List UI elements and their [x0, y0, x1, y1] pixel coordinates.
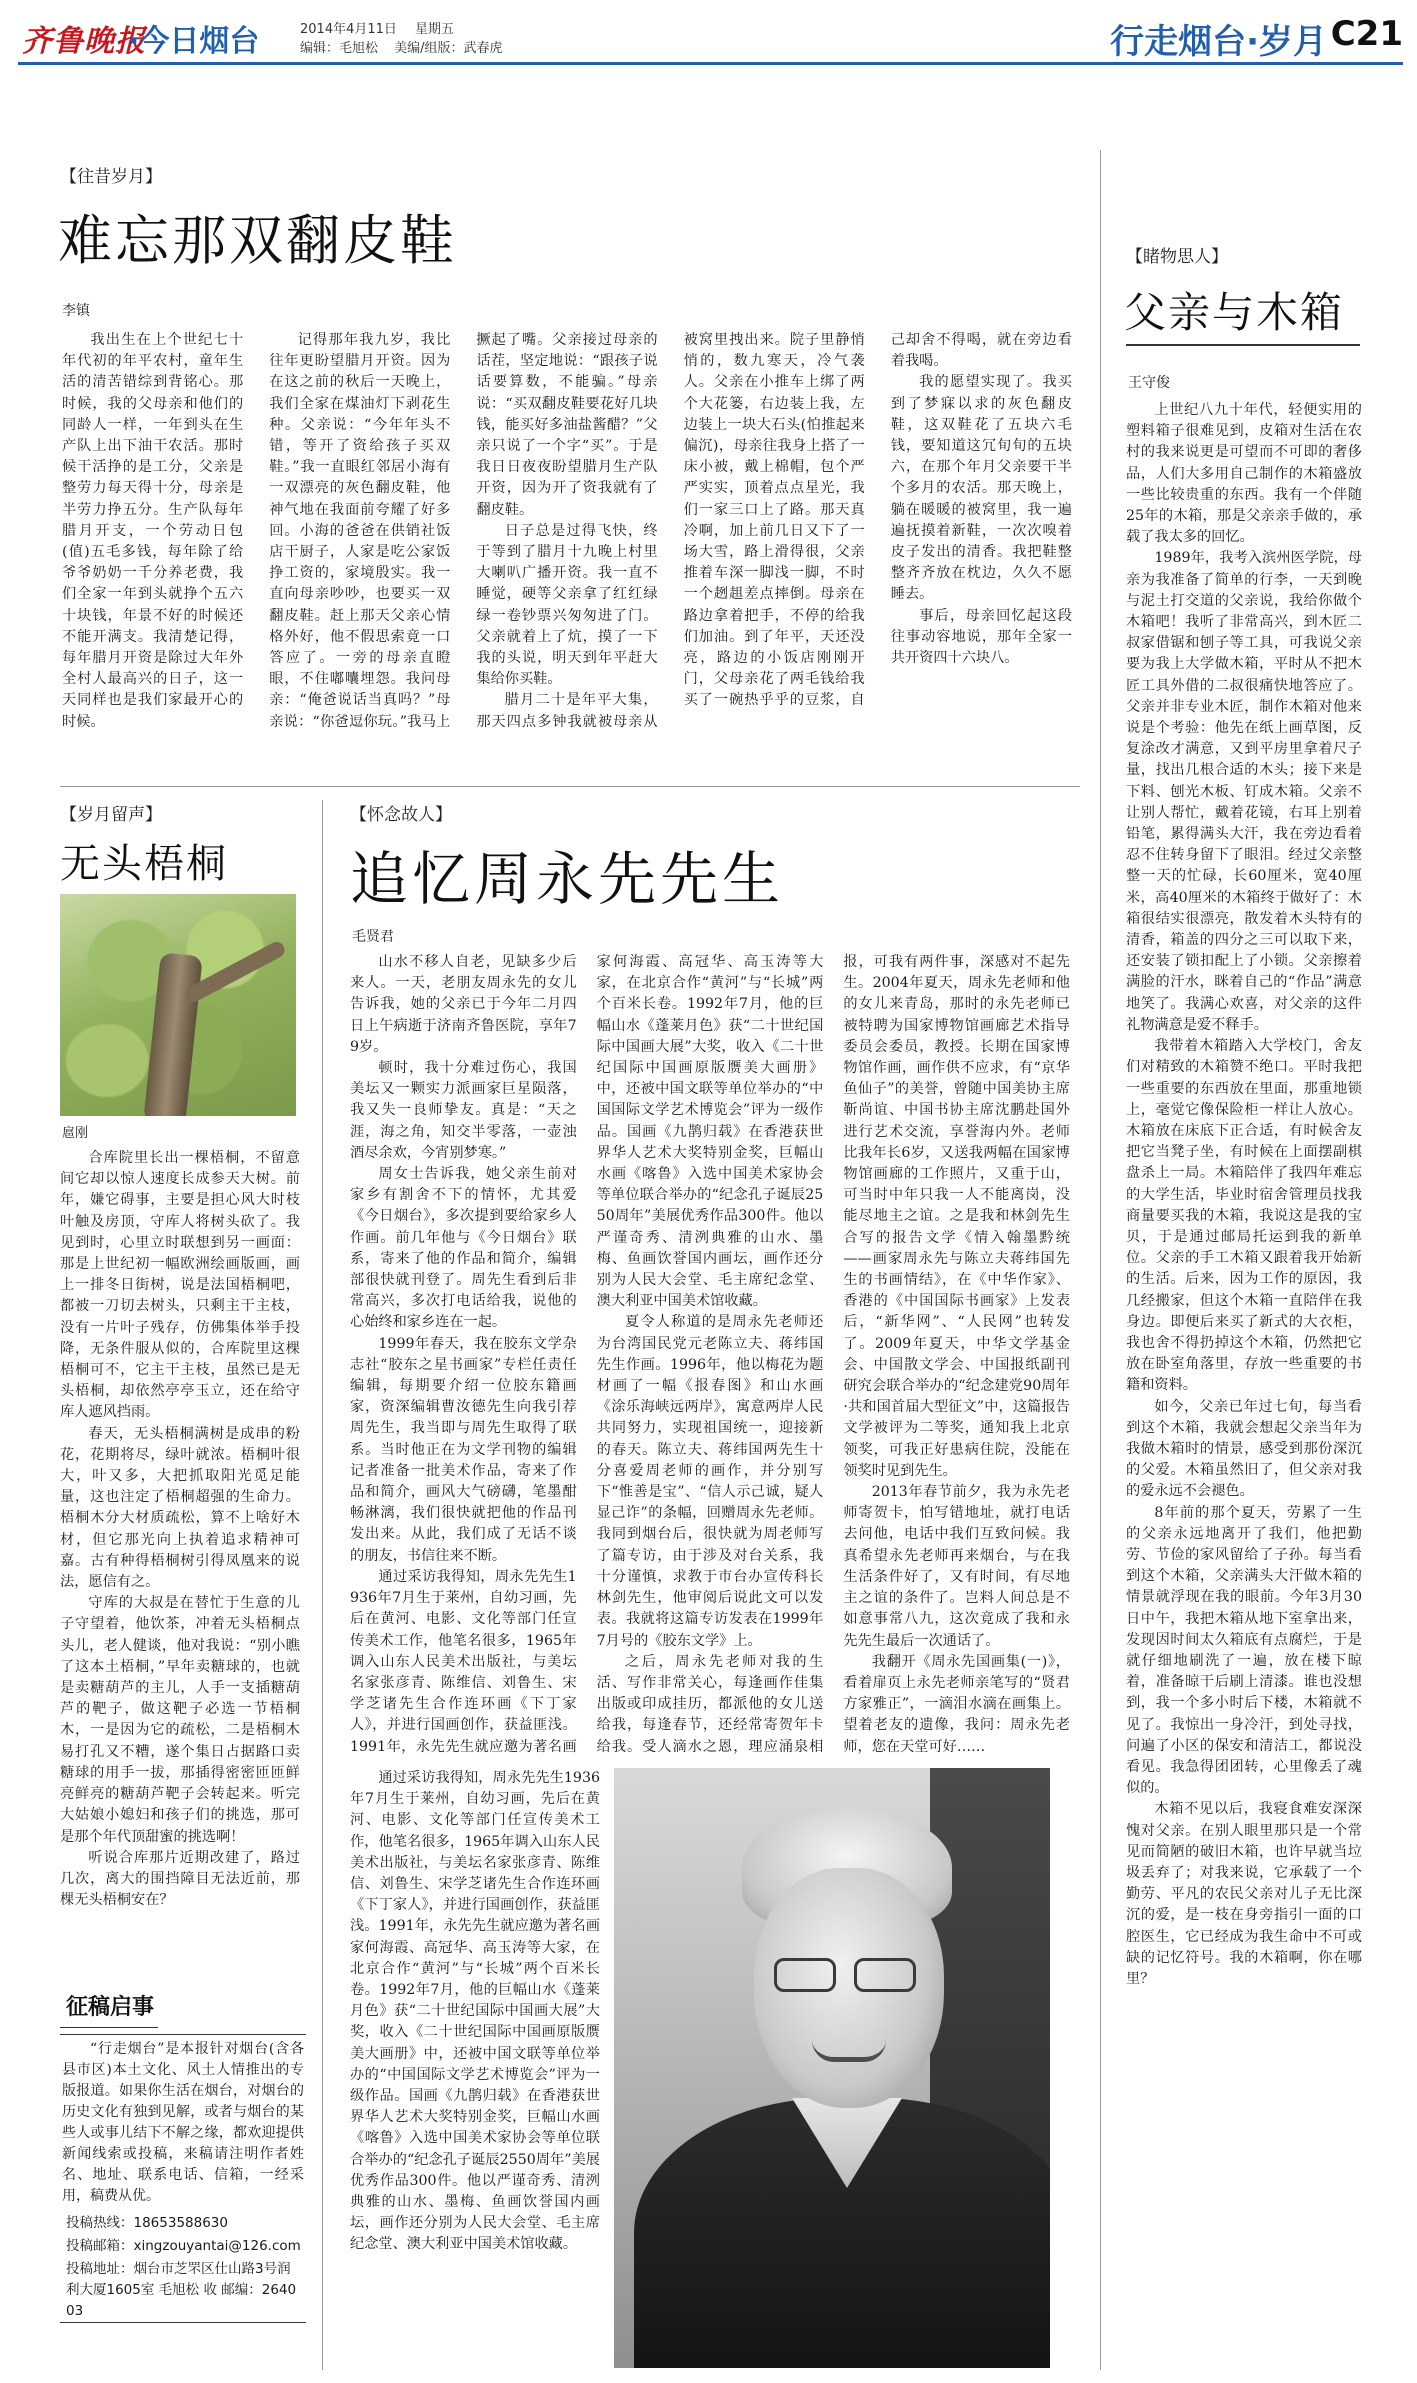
masthead-divider [18, 62, 1403, 65]
edition-name: ·今日烟台 [128, 24, 260, 59]
issue-weekday: 星期五 [415, 22, 455, 37]
column-divider [322, 800, 323, 2370]
article4-paragraph: 通过采访我得知，周永先先生1936年7月生于莱州，自幼习画，先后在黄河、电影、文化等部门任宣传美术工作，他笔名很多，1965年调入山东人民美术出版社，与美坛名家张彦青、陈维信、刘鲁生、宋学芝诸先生合作连环画《下丁家人》，并进行国画创作，获益匪浅。1991年，永先先生就应邀为著名画家何海霞、高冠华、高玉涛等大家，在北京合作“黄河”与“长城”两个百米长卷。1992年7月，他的巨幅山水《蓬莱月色》获“二十世纪国际中国画大展”大奖，收入《二十世纪国际中国画原版赝美大画册》中，还被中国文联等单位举办的“中国国际文学艺术博览会”评为一级作品。国画《九鹊归载》在香港获世界华人艺术大奖特别金奖，巨幅山水画《喀鲁》入选中国美术家协会等单位联合举办的“纪念孔子诞辰2550周年”美展优秀作品300件。他以严谨奇秀、清洌典雅的山水、墨梅、鱼画饮誉国内画坛，画作还分别为人民大会堂、毛主席纪念堂、澳大利亚中国美术馆收藏。 [350, 954, 824, 1755]
article2-column-tag: 【睹物思人】 [1126, 247, 1228, 267]
tree-photo [60, 894, 296, 1116]
portrait-glasses-right [854, 1958, 916, 1992]
article4-body [350, 952, 1070, 1762]
article3-photo-credit: 扈刚 [62, 1126, 89, 1141]
article2-paragraph: 1989年，我考入滨州医学院，母亲为我准备了简单的行李，一天到晚与泥土打交道的父亲说，我给你做个木箱吧！我听了非常高兴，到木匠二叔家借锯和刨子等工具，可我说父亲要为我上大学做木箱，平时从不把木匠工具外借的二叔很痛快地答应了。父亲并非专业木匠，制作木箱对他来说是个考验：他先在纸上画草图，反复涂改才满意，又到平房里拿着尺子量，找出几根合适的木头；接下来是下料、刨光木板、钉成木箱。父亲不让别人帮忙，戴着花镜，右耳上别着铅笔，累得满头大汗，我在旁边看着忍不住转身留下了眼泪。经过父亲整整一天的忙碌，长60厘米，宽40厘米，高40厘米的木箱终于做好了：木箱很结实很漂亮，散发着木头特有的清香，箱盖的四分之三可以取下来，还安装了锁扣配上了小锁。父亲擦着满脸的汗水，眯着自己的“作品”满意地笑了。我满心欢喜，对父亲的这件礼物满意是爱不释手。 [1126, 550, 1362, 1033]
article4-headline: 追忆周永先先生 [350, 845, 785, 913]
article1-paragraph: 记得那年我九岁，我比往年更盼望腊月开资。因为在这之前的秋后一天晚上，我们全家在煤油灯下剥花生种。父亲说：“今年年头不错，等开了资给孩子买双鞋。”我一直眼红邻居小海有一双漂亮的灰色翻皮鞋，他神气地在我面前夸耀了好多回。小海的爸爸在供销社饭店干厨子，人家是吃公家饭挣工资的，家境殷实。我一直向母亲吵吵，也要买一双翻皮鞋。赶上那天父亲心情格外好，他不假思索竟一口答应了。一旁的母亲直瞪眼，不住嘟囔埋怨。我问母亲：“俺爸说话当真吗？”母亲说：“你爸逗你玩。”我马上撅起了嘴。父亲接过母亲的话茬，坚定地说：“跟孩子说话要算数，不能骗。”母亲说：“买双翻皮鞋要花好几块钱，能买好多油盐酱醋？”父亲只说了一个字“买”。于是我日日夜夜盼望腊月生产队开资，因为开了资我就有了翻皮鞋。 [269, 332, 658, 730]
notice-email: 投稿邮箱：xingzouyantai@126.com [66, 2238, 301, 2254]
article4-column-tag: 【怀念故人】 [350, 805, 452, 825]
article1-paragraph: 事后，母亲回忆起这段往事动容地说，那年全家一共开资四十六块八。 [890, 607, 1072, 667]
section-divider [60, 786, 1080, 787]
article4-paragraph: 通过采访我得知，周永先先生1936年7月生于莱州，自幼习画，先后在黄河、电影、文化等部门任宣传美术工作，他笔名很多，1965年调入山东人民美术出版社，与美坛名家张彦青、陈维信、刘鲁生、宋学芝诸先生合作连环画《下丁家人》，并进行国画创作，获益匪浅。1991年，永先先生就应邀为著名画家何海霞、高冠华、高玉涛等大家，在北京合作“黄河”与“长城”两个百米长卷。1992年7月，他的巨幅山水《蓬莱月色》获“二十世纪国际中国画大展”大奖，收入《二十世纪国际中国画原版赝美大画册》中，还被中国文联等单位举办的“中国国际文学艺术博览会”评为一级作品。国画《九鹊归载》在香港获世界华人艺术大奖特别金奖，巨幅山水画《喀鲁》入选中国美术家协会等单位联合举办的“纪念孔子诞辰2550周年”美展优秀作品300件。他以严谨奇秀、清洌典雅的山水、墨梅、鱼画饮誉国内画坛，画作还分别为人民大会堂、毛主席纪念堂、澳大利亚中国美术馆收藏。 [350, 1770, 600, 2253]
article2-body [1126, 400, 1362, 2360]
article1-byline: 李镇 [62, 303, 90, 319]
masthead [0, 0, 1417, 62]
issue-date: 2014年4月11日 [300, 22, 397, 37]
notice-hotline: 投稿热线：18653588630 [66, 2215, 228, 2231]
newspaper-logo: 齐鲁晚报 [22, 24, 146, 59]
article2-byline: 王守俊 [1128, 375, 1170, 391]
article2-paragraph: 8年前的那个夏天，劳累了一生的父亲永远地离开了我们，他把勤劳、节俭的家风留给了子孙。每当看到这个木箱，父亲满头大汗做木箱的情景就浮现在我的眼前。今年3月30日中午，我把木箱从地下室拿出来，发现因时间太久箱底有点腐烂，于是就仔细地刷洗了一遍，放在楼下晾着，准备晾干后刷上清漆。谁也没想到，我一个多小时后下楼，木箱就不见了。我惊出一身冷汗，到处寻找，问遍了小区的保安和清洁工，都说没看见。我急得团团转，心里像丢了魂似的。 [1126, 1504, 1362, 1797]
article3-body [60, 1148, 300, 1970]
article4-paragraph: 顿时，我十分难过伤心，我国美坛又一颗实力派画家巨星陨落，我又失一良师挚友。真是：“天之涯，海之角，知交半零落，一壶浊酒尽余欢，今宵别梦寒。” [350, 1060, 577, 1161]
article3-paragraph: 合库院里长出一棵梧桐，不留意间它却以惊人速度长成参天大树。前年，嫌它碍事，主要是担心风大时枝叶触及房顶，守库人将树头砍了。我见到时，心里立时联想到另一画面：那是上世纪初一幅欧洲绘画版画，画上一排冬日街树，说是法国梧桐吧，都被一刀切去树头，只剩主干主枝，没有一片叶子残存，仿佛集体举手投降，无条件服从似的，合库院里这棵梧桐可不，它主干主枝，虽然已是无头梧桐，却依然亭亭玉立，还在给守库人遮风挡雨。 [60, 1150, 300, 1421]
article4-body-continued [350, 1768, 600, 2368]
article3-paragraph: 听说合库那片近期改建了，路过几次，离大的围挡障目无法近前，那棵无头梧桐安在？ [60, 1849, 300, 1909]
article1-column-tag: 【往昔岁月】 [60, 167, 162, 187]
article3-column-tag: 【岁月留声】 [60, 805, 162, 825]
article4-paragraph: 2013年春节前夕，我为永先老师寄贺卡，怕写错地址，就打电话去问他，电话中我们互致问候。我真希望永先老师再来烟台，与在我生活条件好了，又有时间，有尽地主之谊的条件了。岂料人间总是不如意事常八九，这次竟成了我和永先先生最后一次通话了。 [843, 1484, 1070, 1649]
issue-meta [300, 20, 515, 58]
portrait-photo [614, 1768, 1050, 2368]
article4-byline: 毛贤君 [352, 929, 394, 945]
article1-paragraph: 我的愿望实现了。我买到了梦寐以求的灰色翻皮鞋，这双鞋花了五块六毛钱，要知道这冗旬旬的五块六，在那个年月父亲要干半个多月的农活。那天晚上，躺在暖暖的被窝里，我一遍遍抚摸着新鞋，一次次嗅着皮子发出的清香。我把鞋整整齐齐放在枕边，久久不愿睡去。 [890, 374, 1072, 603]
notice-box [60, 2034, 306, 2323]
article2-title-rule [1126, 344, 1360, 346]
portrait-smile [812, 2040, 886, 2062]
designer-credit: 美编/组版：武春虎 [394, 41, 503, 56]
page-section-title: 行走烟台·岁月 [1110, 22, 1327, 62]
editor-credit: 编辑：毛旭松 [300, 41, 379, 56]
article2-paragraph: 上世纪八九十年代，轻便实用的塑料箱子很难见到，皮箱对生活在农村的我来说更是可望而不可即的奢侈品，人们大多用自己制作的木箱盛放一些比较贵重的东西。我有一个伴随25年的木箱，那是父亲亲手做的，承载了我太多的回忆。 [1126, 402, 1362, 546]
article1-paragraph: 腊月二十是年平大集，那天四点多钟我就被母亲从被窝里拽出来。院子里静悄悄的，数九寒天，冷气袭人。父亲在小推车上绑了两个大花篓，右边装上我，左边装上一块大石头(怕推起来偏沉)，母亲往我身上搭了一床小被，戴上棉帽，包个严严实实，顶着点点星光，我们一家三口上了路。那天真冷啊，加上前几日又下了一场大雪，路上滑得很，父亲推着车深一脚浅一脚，不时一个趔趄差点摔倒。母亲在路边拿着把手，不停的给我们加油。到了年平，天还没亮，路边的小饭店刚刚开门，父母亲花了两毛钱给我买了一碗热乎乎的豆浆，自己却舍不得喝，就在旁边看着我喝。 [476, 332, 1072, 730]
article2-paragraph: 木箱不见以后，我寝食难安深深愧对父亲。在别人眼里那只是一个常见而简陋的破旧木箱，也许早就当垃圾丢弃了；对我来说，它承载了一个勤劳、平凡的农民父亲对儿子无比深沉的爱，是一枝在身旁指引一面的口腔医生，它已经成为我生命中不可或缺的记忆符号。我的木箱啊，你在哪里？ [1126, 1801, 1362, 1988]
article1-body [62, 330, 1072, 775]
article3-paragraph: 守库的大叔是在替忙于生意的儿子守望着，他饮茶，冲着无头梧桐点头儿，老人健谈，他对我说：“别小瞧了这本土梧桐，”早年卖糖球的，也就是卖糖葫芦的主儿，人手一支插糖葫芦的靶子，做这靶子必选一节梧桐木，一是因为它的疏松，二是梧桐木易打孔又不糟，遂个集日占据路口卖糖球的用手一拔，那插得密密匝匝鲜亮鲜亮的糖葫芦靶子会转起来。听完大姑娘小媳妇和孩子们的挑选，那可是那个年代顶甜蜜的挑选啊！ [60, 1595, 300, 1845]
page-number: C21 [1330, 14, 1403, 54]
article4-paragraph: 之后，周永先老师对我的生活、写作非常关心，每逢画作佳集出版或印成挂历，都派他的女儿送给我，每逢春节，还经常寄贺年卡给我。受人滴水之恩，理应涌泉相报，可我有两件事，深感对不起先生。2004年夏天，周永先老师和他的女儿来青岛，那时的永先老师已被特聘为国家博物馆画廊艺术指导委员会委员，教授。长期在国家博物馆作画，画作供不应求，有“京华鱼仙子”的美誉，曾随中国美协主席靳尚谊、中国书协主席沈鹏赴国外进行艺术交流，享誉海内外。老师比我年长6岁，又送我两幅在国家博物馆画廊的工作照片，又重于山，可当时中年只我一人不能离岗，没能尽地主之谊。之是我和林剑先生合写的报告文学《情入翰墨黔统——画家周永先与陈立夫蒋纬国先生的书画情结》，在《中华作家》、香港的《中国国际书画家》上发表后，“新华网”、“人民网”也转发了。2009年夏天，中华文学基金会、中国散文学会、中国报纸副刊研究会联合举办的“纪念建党90周年·共和国首届大型征文”中，这篇报告文学被评为二等奖，通知我上北京领奖，可我正好患病住院，没能在领奖时见到先生。 [596, 954, 1070, 1755]
notice-text [60, 2035, 306, 2211]
article3-paragraph: 春天，无头梧桐满树是成串的粉花，花期将尽，绿叶就浓。梧桐叶很大，叶又多，大把抓取阳光觅足能量，这也注定了梧桐超强的生命力。梧桐木分大材质疏松，算不上啥好木材，但它那光向上执着追求精神可嘉。古有种得梧桐树引得凤凰来的说法，愿信有之。 [60, 1425, 300, 1591]
article1-paragraph: 日子总是过得飞快，终于等到了腊月十九晚上村里大喇叭广播开资。我一直不睡觉，硬等父亲拿了红红绿绿一卷钞票兴匆匆进了门。父亲就着上了炕，摸了一下我的头说，明天到年平赶大集给你买鞋。 [476, 522, 658, 688]
column-divider [1100, 150, 1101, 2370]
article4-paragraph: 夏令人称道的是周永先老师还为台湾国民党元老陈立夫、蒋纬国先生作画。1996年，他以梅花为题材画了一幅《报春图》和山水画《涂乐海峡远两岸》，寓意两岸人民共同努力，实现祖国统一，迎接新的春天。陈立夫、蒋纬国两先生十分喜爱周老师的画作，并分别写下“惟善是宝”、“信人示己诚，疑人显己诈”的条幅，回赠周永先老师。我同到烟台后，很快就为周老师写了篇专访，由于涉及对台关系，我十分谨慎，求教于市台办宣传科长林剑先生，他审阅后说此文可以发表。我就将这篇专访发表在1999年7月号的《胶东文学》上。 [596, 1314, 824, 1649]
notice-paragraph: “行走烟台”是本报针对烟台(含各县市区)本土文化、风土人情推出的专版报道。如果你生活在烟台，对烟台的历史文化有独到见解，或者与烟台的某些人或事儿结下不解之缘，都欢迎提供新闻线索或投稿，来稿请注明作者姓名、地址、联系电话、信箱，一经采用，稿费从优。 [62, 2041, 304, 2204]
call-for-submissions [60, 1990, 306, 2323]
article2-headline: 父亲与木箱 [1124, 288, 1345, 337]
article2-paragraph: 如今，父亲已年过七旬，每当看到这个木箱，我就会想起父亲当年为我做木箱时的情景，感受到那份深沉的父爱。木箱虽然旧了，但父亲对我的爱永远不会褪色。 [1126, 1398, 1362, 1500]
article3-headline: 无头梧桐 [60, 841, 228, 887]
article4-paragraph: 1999年春天，我在胶东文学杂志社“胶东之星书画家”专栏任责任编辑，每期要介绍一位胶东籍画家，资深编辑曹汝德先生向我引荐周先生，我当即与周先生取得了联系。当时他正在为文学刊物的编辑记者准备一批美术作品，寄来了作品和简介，画风大气磅礴，笔墨酣畅淋漓，我们很快就把他的作品刊发出来。从此，我们成了无话不谈的朋友，书信往来不断。 [350, 1335, 577, 1564]
article1-paragraph: 我出生在上个世纪七十年代初的年平农村，童年生活的清苦错综到背铭心。那时候，我的父母亲和他们的同龄人一样，一年到头在生产队上出下油干农活。那时候干活挣的是工分，父亲是整劳力每天得十分，母亲是半劳力挣五分。生产队每年腊月开支，一个劳动日包(值)五毛多钱，每年除了给爷爷奶奶一千分养老费，我们全家一年到头就挣个五六十块钱，年景不好的时候还不能开满支。我清楚记得，每年腊月开资是除过大年外全村人最高兴的日子，这一天同样也是我们家最开心的时候。 [62, 332, 244, 730]
notice-address: 投稿地址：烟台市芝罘区仕山路3号润利大厦1605室 毛旭松 收 邮编：264003 [66, 2261, 297, 2319]
article4-paragraph: 山水不移人自老，见缺多少后来人。一天，老朋友周永先的女儿告诉我，她的父亲已于今年二月四日上午病逝于济南齐鲁医院，享年79岁。 [350, 954, 577, 1055]
article4-paragraph: 我翻开《周永先国画集(一)》，看着扉页上永先老师亲笔写的“贤君方家雅正”，一滴泪水滴在画集上。望着老友的遗像，我问：周永先老师，您在天堂可好…… [843, 1653, 1070, 1755]
notice-title: 征稿启事 [60, 1990, 158, 2028]
article4-paragraph: 周女士告诉我，她父亲生前对家乡有割舍不下的情怀，尤其爱《今日烟台》，多次提到要给家乡人作画。前几年他与《今日烟台》联系，寄来了他的作品和简介，编辑部很快就刊登了。周先生看到后非常高兴，多次打电话给我，说他的心始终和家乡连在一起。 [350, 1166, 577, 1331]
article1-headline: 难忘那双翻皮鞋 [58, 209, 457, 272]
article2-paragraph: 我带着木箱踏入大学校门，舍友们对精致的木箱赞不绝口。平时我把一些重要的东西放在里面，那重地锁上，毫觉它像保险柜一样让人放心。木箱放在床底下正合适，有时候舍友把它当凳子坐，有时候在上面摆副棋盘杀上一局。木箱陪伴了我四年难忘的大学生活，毕业时宿舍管理员找我商量要买我的木箱，我说这是我的宝贝，于是通过邮局托运到我的新单位。父亲的手工木箱又跟着我开始新的生活。后来，因为工作的原因，我几经搬家，但这个木箱一直陪伴在我身边。即便后来买了新式的大衣柜，我也舍不得扔掉这个木箱，仍然把它放在卧室角落里，存放一些重要的书籍和资料。 [1126, 1038, 1362, 1394]
portrait-glasses-left [774, 1958, 836, 1992]
tree-trunk-graphic [143, 952, 203, 1116]
